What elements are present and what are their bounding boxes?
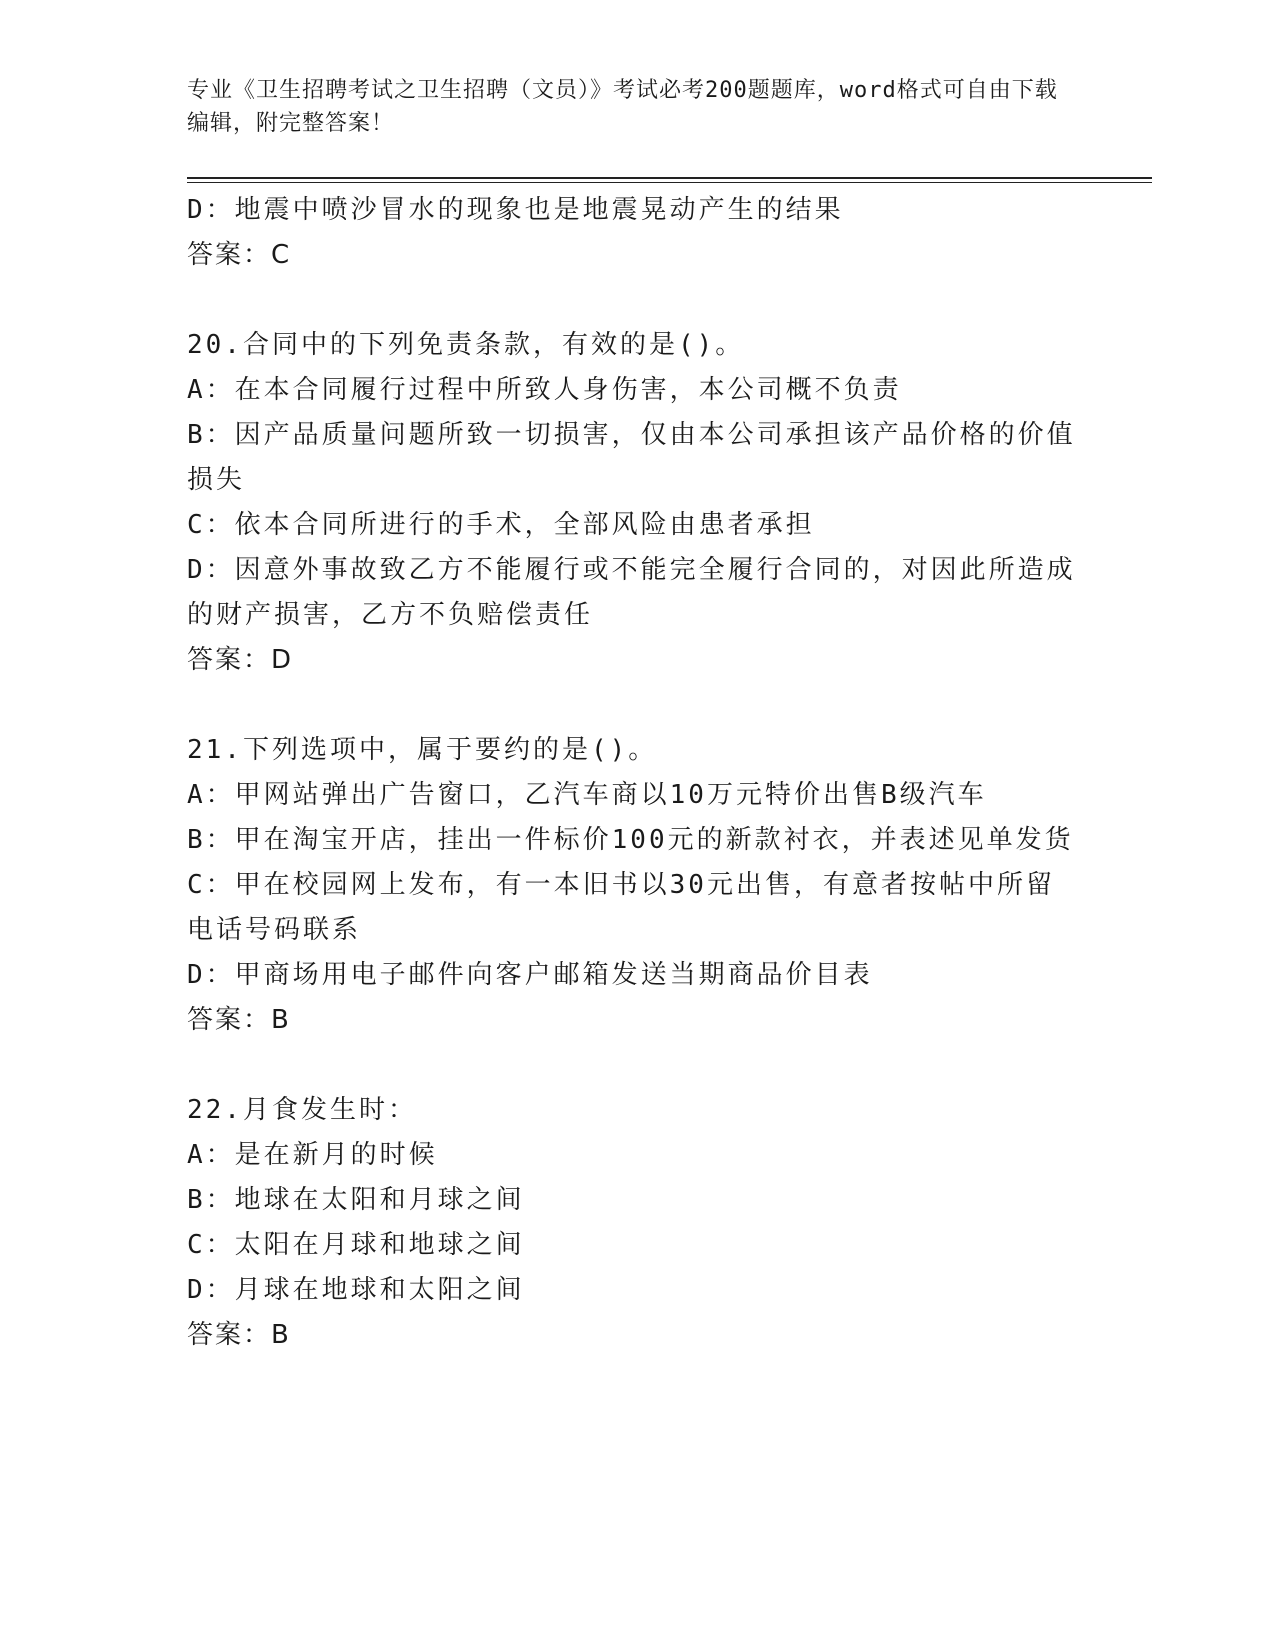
answer: 答案：D xyxy=(187,645,294,675)
option-a: A：是在新月的时候 xyxy=(187,1140,438,1170)
option-d: D：地震中喷沙冒水的现象也是地震晃动产生的结果 xyxy=(187,195,844,225)
question-21 xyxy=(187,728,1082,1043)
question-22 xyxy=(187,1088,1082,1358)
answer: 答案：C xyxy=(187,240,292,270)
option-c: C：甲在校园网上发布，有一本旧书以30元出售，有意者按帖中所留电话号码联系 xyxy=(187,870,1055,945)
option-d: D：月球在地球和太阳之间 xyxy=(187,1275,525,1305)
option-c: C：依本合同所进行的手术，全部风险由患者承担 xyxy=(187,510,815,540)
header-rule-thin xyxy=(187,182,1152,183)
option-a: A：甲网站弹出广告窗口，乙汽车商以10万元特价出售B级汽车 xyxy=(187,780,987,810)
header-rule-thick xyxy=(187,177,1152,179)
question-stem: 22.月食发生时： xyxy=(187,1095,417,1125)
previous-question-tail xyxy=(187,188,1082,278)
answer: 答案：B xyxy=(187,1320,291,1350)
question-stem: 21.下列选项中，属于要约的是()。 xyxy=(187,735,658,765)
answer: 答案：B xyxy=(187,1005,291,1035)
question-stem: 20.合同中的下列免责条款，有效的是()。 xyxy=(187,330,745,360)
option-b: B：甲在淘宝开店，挂出一件标价100元的新款衬衣，并表述见单发货 xyxy=(187,825,1074,855)
option-d: D：因意外事故致乙方不能履行或不能完全履行合同的，对因此所造成的财产损害，乙方不负赔偿责任 xyxy=(187,555,1076,630)
option-c: C：太阳在月球和地球之间 xyxy=(187,1230,525,1260)
page-header: 专业《卫生招聘考试之卫生招聘（文员）》考试必考200题题库，word格式可自由下载编辑，附完整答案！ xyxy=(187,78,1058,136)
question-content xyxy=(187,188,1082,1358)
option-b: B：地球在太阳和月球之间 xyxy=(187,1185,525,1215)
question-20 xyxy=(187,323,1082,683)
option-d: D：甲商场用电子邮件向客户邮箱发送当期商品价目表 xyxy=(187,960,873,990)
option-b: B：因产品质量问题所致一切损害，仅由本公司承担该产品价格的价值损失 xyxy=(187,420,1076,495)
option-a: A：在本合同履行过程中所致人身伤害，本公司概不负责 xyxy=(187,375,902,405)
